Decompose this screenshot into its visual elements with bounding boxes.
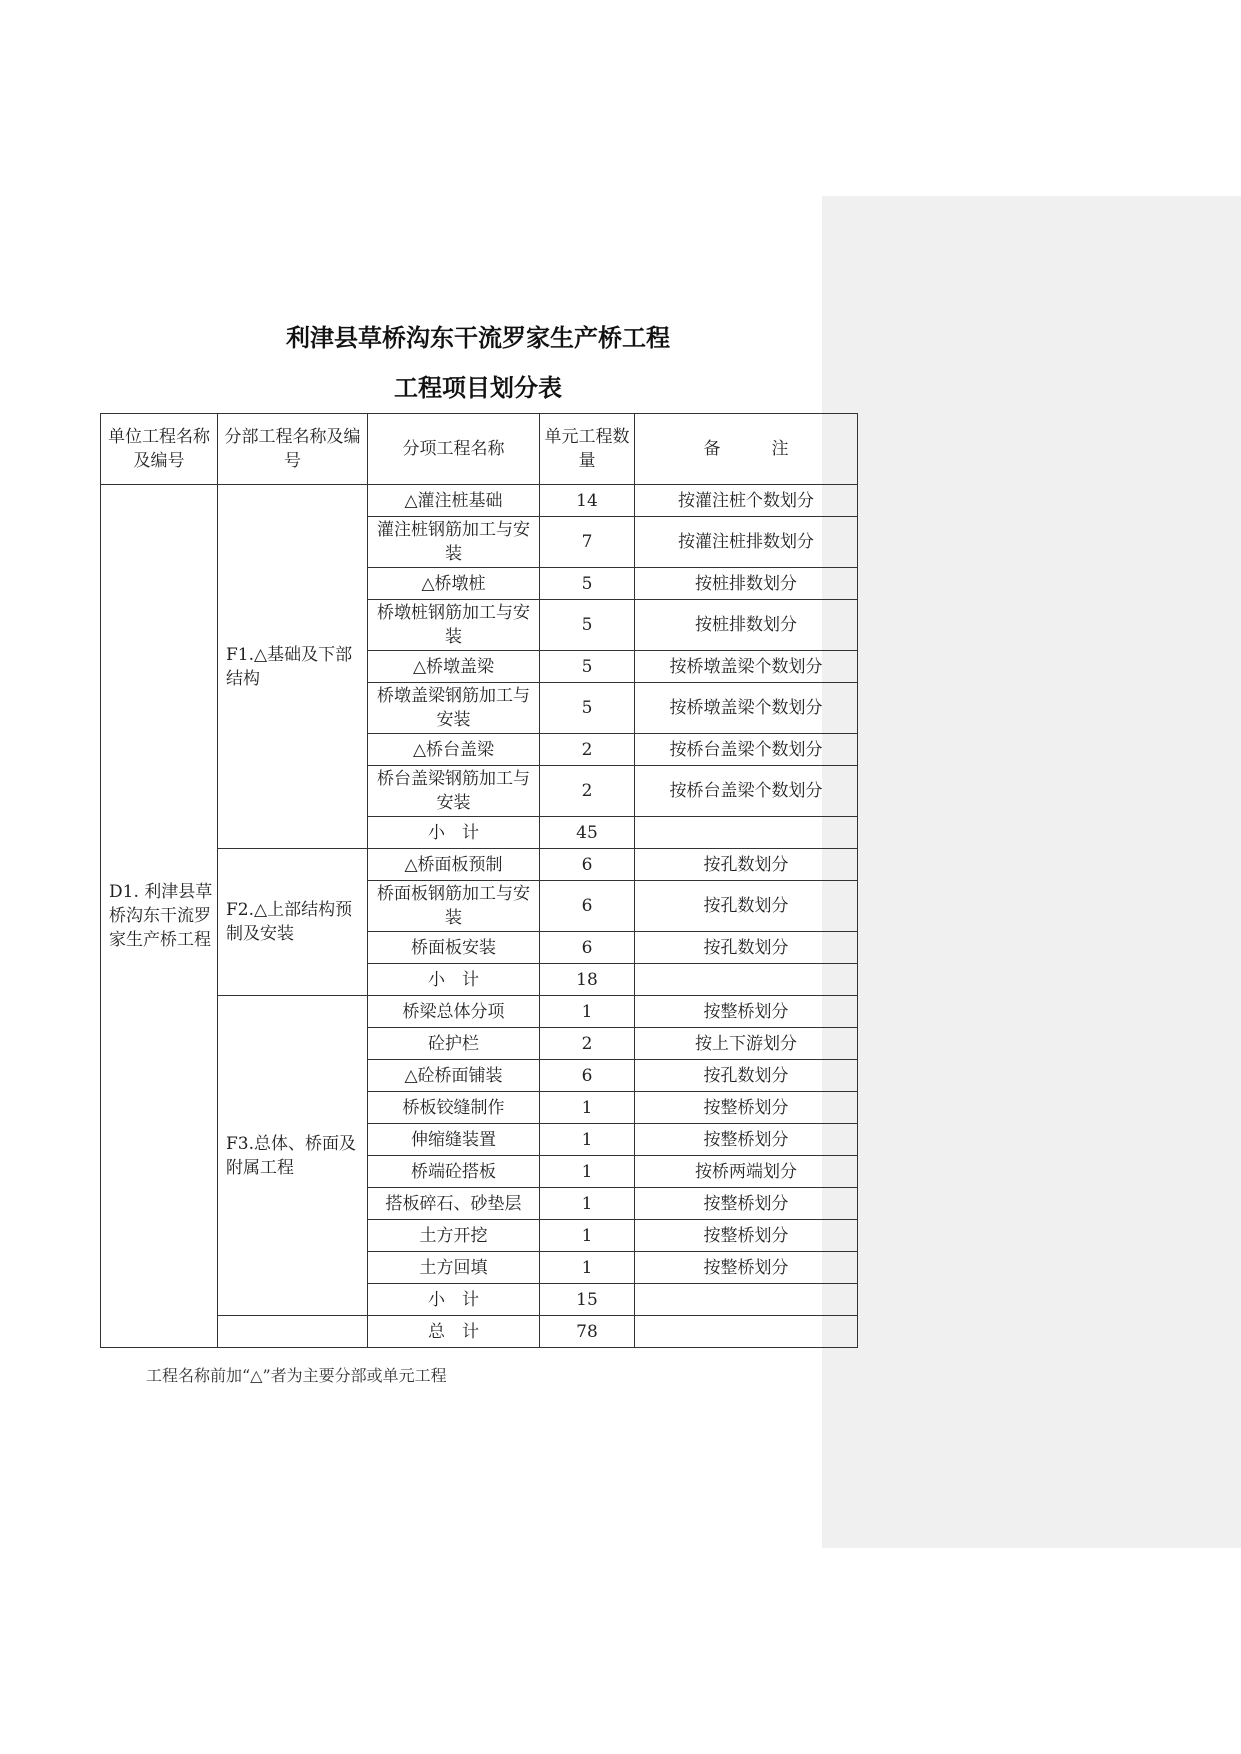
header-division-project: 分部工程名称及编号 <box>218 414 368 485</box>
header-unit-project: 单位工程名称及编号 <box>101 414 218 485</box>
remark-cell: 按桥墩盖梁个数划分 <box>635 651 858 683</box>
table-header-row <box>101 414 858 485</box>
unit-count-cell: 1 <box>540 1220 635 1252</box>
document-title: 利津县草桥沟东干流罗家生产桥工程 <box>286 324 670 352</box>
unit-count-cell: 6 <box>540 849 635 881</box>
remark-cell: 按孔数划分 <box>635 881 858 932</box>
item-name-cell: 桥端砼搭板 <box>368 1156 540 1188</box>
remark-cell: 按整桥划分 <box>635 1188 858 1220</box>
remark-cell: 按桥两端划分 <box>635 1156 858 1188</box>
item-name-cell: 灌注桩钢筋加工与安装 <box>368 517 540 568</box>
item-name-cell: 土方开挖 <box>368 1220 540 1252</box>
remark-cell: 按灌注桩排数划分 <box>635 517 858 568</box>
header-item-project: 分项工程名称 <box>368 414 540 485</box>
header-remarks: 备 注 <box>635 414 858 485</box>
remark-cell: 按孔数划分 <box>635 849 858 881</box>
unit-count-cell: 5 <box>540 683 635 734</box>
subtotal-label: 小 计 <box>368 1284 540 1316</box>
unit-count-cell: 6 <box>540 1060 635 1092</box>
unit-count-cell: 2 <box>540 1028 635 1060</box>
division-table <box>100 413 858 1348</box>
item-name-cell: 桥梁总体分项 <box>368 996 540 1028</box>
remark-cell: 按桩排数划分 <box>635 568 858 600</box>
unit-count-cell: 5 <box>540 568 635 600</box>
item-name-cell: 桥面板安装 <box>368 932 540 964</box>
header-unit-count: 单元工程数 量 <box>540 414 635 485</box>
subtotal-label: 小 计 <box>368 817 540 849</box>
total-remark <box>635 1316 858 1348</box>
item-name-cell: △砼桥面铺装 <box>368 1060 540 1092</box>
item-name-cell: 桥面板钢筋加工与安装 <box>368 881 540 932</box>
item-name-cell: 土方回填 <box>368 1252 540 1284</box>
table-row <box>101 485 858 517</box>
unit-count-cell: 6 <box>540 932 635 964</box>
unit-count-cell: 6 <box>540 881 635 932</box>
remark-cell: 按整桥划分 <box>635 1092 858 1124</box>
remark-cell: 按整桥划分 <box>635 996 858 1028</box>
item-name-cell: △桥墩桩 <box>368 568 540 600</box>
remark-cell: 按整桥划分 <box>635 1220 858 1252</box>
total-label: 总 计 <box>368 1316 540 1348</box>
unit-count-cell: 14 <box>540 485 635 517</box>
subtotal-label: 小 计 <box>368 964 540 996</box>
remark-cell: 按桥台盖梁个数划分 <box>635 766 858 817</box>
division-project-cell: F1.△基础及下部结构 <box>218 485 368 849</box>
unit-count-cell: 2 <box>540 734 635 766</box>
unit-count-cell: 1 <box>540 1188 635 1220</box>
total-division-cell <box>218 1316 368 1348</box>
unit-count-cell: 1 <box>540 1092 635 1124</box>
footnote: 工程名称前加“△”者为主要分部或单元工程 <box>146 1366 447 1385</box>
subtotal-value: 45 <box>540 817 635 849</box>
unit-count-cell: 2 <box>540 766 635 817</box>
item-name-cell: 桥台盖梁钢筋加工与安装 <box>368 766 540 817</box>
item-name-cell: 桥墩桩钢筋加工与安装 <box>368 600 540 651</box>
item-name-cell: △桥面板预制 <box>368 849 540 881</box>
remark-cell: 按桥台盖梁个数划分 <box>635 734 858 766</box>
remark-cell: 按上下游划分 <box>635 1028 858 1060</box>
remark-cell: 按桥墩盖梁个数划分 <box>635 683 858 734</box>
remark-cell: 按孔数划分 <box>635 932 858 964</box>
division-project-cell: F3.总体、桥面及附属工程 <box>218 996 368 1316</box>
unit-count-cell: 1 <box>540 996 635 1028</box>
division-project-cell: F2.△上部结构预制及安装 <box>218 849 368 996</box>
item-name-cell: 砼护栏 <box>368 1028 540 1060</box>
item-name-cell: △灌注桩基础 <box>368 485 540 517</box>
remark-cell: 按整桥划分 <box>635 1124 858 1156</box>
unit-count-cell: 1 <box>540 1124 635 1156</box>
remark-cell: 按整桥划分 <box>635 1252 858 1284</box>
item-name-cell: △桥台盖梁 <box>368 734 540 766</box>
item-name-cell: 搭板碎石、砂垫层 <box>368 1188 540 1220</box>
unit-count-cell: 7 <box>540 517 635 568</box>
unit-count-cell: 5 <box>540 600 635 651</box>
total-value: 78 <box>540 1316 635 1348</box>
item-name-cell: 桥板铰缝制作 <box>368 1092 540 1124</box>
subtotal-value: 18 <box>540 964 635 996</box>
remark-cell: 按灌注桩个数划分 <box>635 485 858 517</box>
item-name-cell: 桥墩盖梁钢筋加工与安装 <box>368 683 540 734</box>
document-subtitle: 工程项目划分表 <box>394 374 562 402</box>
subtotal-remark <box>635 1284 858 1316</box>
subtotal-remark <box>635 817 858 849</box>
unit-count-cell: 1 <box>540 1156 635 1188</box>
remark-cell: 按桩排数划分 <box>635 600 858 651</box>
unit-count-cell: 1 <box>540 1252 635 1284</box>
item-name-cell: △桥墩盖梁 <box>368 651 540 683</box>
subtotal-remark <box>635 964 858 996</box>
comment-pane <box>822 196 1241 1548</box>
unit-project-cell: D1. 利津县草桥沟东干流罗家生产桥工程 <box>101 485 218 1348</box>
remark-cell: 按孔数划分 <box>635 1060 858 1092</box>
item-name-cell: 伸缩缝装置 <box>368 1124 540 1156</box>
unit-count-cell: 5 <box>540 651 635 683</box>
subtotal-value: 15 <box>540 1284 635 1316</box>
